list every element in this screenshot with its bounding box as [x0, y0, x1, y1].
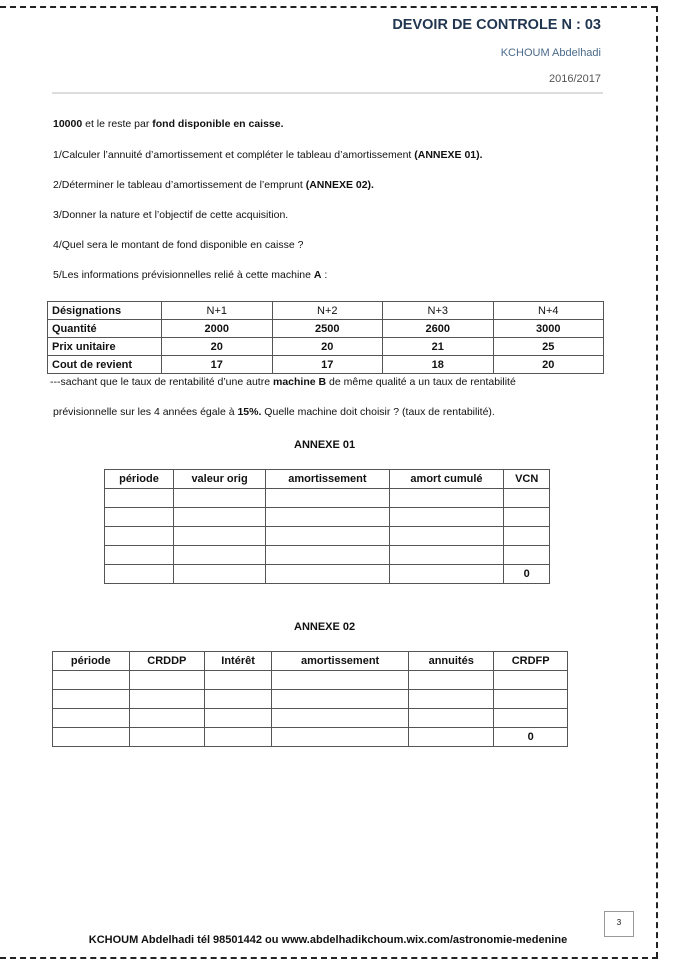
- table-row: [105, 565, 550, 584]
- dashed-border-top: [0, 6, 657, 8]
- text: 1/Calculer l’annuité d’amortissement et compléter le tableau d’amortissement: [53, 149, 415, 161]
- page-number: 3: [604, 911, 634, 937]
- note-line-1: [50, 376, 516, 388]
- table-cell: [266, 489, 389, 508]
- table-cell: 25: [493, 338, 604, 356]
- table-cell: [205, 709, 272, 728]
- table-row: [105, 527, 550, 546]
- table-cell: [173, 527, 265, 546]
- header-cell: VCN: [504, 470, 550, 489]
- table-cell: [272, 728, 409, 747]
- table-cell: [504, 546, 550, 565]
- school-year: 2016/2017: [549, 73, 601, 85]
- table-cell: [205, 671, 272, 690]
- footer-text: KCHOUM Abdelhadi tél 98501442 ou www.abdelhadikchoum.wix.com/astronomie-medenine: [88, 934, 568, 946]
- question-5: [53, 269, 327, 281]
- header-cell: Intérêt: [205, 652, 272, 671]
- table-cell: [409, 728, 494, 747]
- text: et le reste par: [82, 118, 153, 130]
- question-4: 4/Quel sera le montant de fond disponible en caisse ?: [53, 239, 304, 251]
- table-row: [105, 489, 550, 508]
- text-bold: 15%.: [237, 406, 262, 418]
- table-cell: [53, 709, 130, 728]
- table-cell: [494, 709, 568, 728]
- header-cell: amortissement: [266, 470, 389, 489]
- table-cell: Quantité: [48, 320, 162, 338]
- text: 2/Déterminer le tableau d’amortissement de l’emprunt: [53, 179, 306, 191]
- table-cell: 18: [383, 356, 494, 374]
- header-cell: amortissement: [272, 652, 409, 671]
- table-row: [105, 546, 550, 565]
- table-cell: [494, 671, 568, 690]
- table-cell: [504, 489, 550, 508]
- table-cell: [53, 690, 130, 709]
- table-cell: [272, 671, 409, 690]
- table-cell: 17: [272, 356, 383, 374]
- header-cell: N+4: [493, 302, 604, 320]
- header-cell: période: [105, 470, 174, 489]
- header-cell: annuités: [409, 652, 494, 671]
- table-cell: [272, 690, 409, 709]
- table-cell: [173, 489, 265, 508]
- table-cell: [53, 728, 130, 747]
- table-cell: 2600: [383, 320, 494, 338]
- author: KCHOUM Abdelhadi: [500, 47, 601, 59]
- header-cell: N+1: [162, 302, 273, 320]
- text-bold: (ANNEXE 01).: [414, 149, 483, 161]
- table-row: [105, 470, 550, 489]
- table-cell: 21: [383, 338, 494, 356]
- table-cell: Cout de revient: [48, 356, 162, 374]
- header-cell: CRDDP: [129, 652, 205, 671]
- table-cell: 17: [162, 356, 273, 374]
- table-cell: 2500: [272, 320, 383, 338]
- text: prévisionnelle sur les 4 années égale à: [53, 406, 238, 418]
- table-cell: [173, 565, 265, 584]
- table-cell: [105, 489, 174, 508]
- text: de même qualité a un taux de rentabilité: [326, 376, 516, 388]
- table-cell: [173, 508, 265, 527]
- table-cell: [129, 671, 205, 690]
- table-cell: [504, 508, 550, 527]
- table-row: [48, 320, 604, 338]
- table-cell: 0: [504, 565, 550, 584]
- table-cell: [389, 508, 504, 527]
- text: :: [321, 269, 328, 281]
- table-row: [53, 709, 568, 728]
- table-row: [53, 728, 568, 747]
- table-cell: [494, 690, 568, 709]
- table-cell: [173, 546, 265, 565]
- page-title: DEVOIR DE CONTROLE N : 03: [392, 17, 601, 33]
- table-row: [48, 302, 604, 320]
- header-divider: [52, 92, 603, 94]
- table-cell: [266, 565, 389, 584]
- question-1: [53, 149, 483, 161]
- table-cell: [105, 527, 174, 546]
- annexe-01-table: [104, 469, 550, 584]
- text-bold: A: [313, 269, 322, 281]
- table-cell: [389, 546, 504, 565]
- note-line-2: [53, 406, 495, 418]
- forecast-table: [47, 301, 604, 374]
- table-cell: [504, 527, 550, 546]
- table-row: [105, 508, 550, 527]
- table-cell: [129, 709, 205, 728]
- table-row: [53, 652, 568, 671]
- header-cell: N+2: [272, 302, 383, 320]
- table-cell: Prix unitaire: [48, 338, 162, 356]
- table-cell: [105, 508, 174, 527]
- table-cell: [105, 546, 174, 565]
- table-cell: [129, 728, 205, 747]
- table-cell: [389, 489, 504, 508]
- annexe-02-table: [52, 651, 568, 747]
- amount: 10000: [53, 118, 83, 130]
- header-cell: N+3: [383, 302, 494, 320]
- table-cell: 20: [272, 338, 383, 356]
- table-cell: [105, 565, 174, 584]
- table-cell: [389, 527, 504, 546]
- table-cell: 20: [162, 338, 273, 356]
- table-cell: [205, 728, 272, 747]
- table-cell: 3000: [493, 320, 604, 338]
- table-cell: [266, 508, 389, 527]
- annexe-02-title: ANNEXE 02: [294, 621, 356, 633]
- table-row: [48, 356, 604, 374]
- table-cell: 0: [494, 728, 568, 747]
- table-row: [48, 338, 604, 356]
- header-cell: CRDFP: [494, 652, 568, 671]
- header-cell: valeur orig: [173, 470, 265, 489]
- table-cell: [266, 546, 389, 565]
- text: Quelle machine doit choisir ? (taux de rentabilité).: [261, 406, 495, 418]
- text: 5/Les informations prévisionnelles relié à cette machine: [53, 269, 314, 281]
- table-row: [53, 690, 568, 709]
- question-3: 3/Donner la nature et l’objectif de cette acquisition.: [53, 209, 289, 221]
- table-cell: [409, 690, 494, 709]
- table-cell: [129, 690, 205, 709]
- text-bold: (ANNEXE 02).: [305, 179, 374, 191]
- header-cell: Désignations: [48, 302, 162, 320]
- table-cell: 2000: [162, 320, 273, 338]
- table-cell: [272, 709, 409, 728]
- question-2: [53, 179, 374, 191]
- table-cell: [409, 709, 494, 728]
- dashed-border-right: [656, 6, 658, 958]
- dashed-border-bottom: [0, 957, 658, 959]
- text-bold: fond disponible en caisse.: [152, 118, 284, 130]
- intro-line: [53, 118, 284, 130]
- text: ---sachant que le taux de rentabilité d’une autre: [50, 376, 273, 388]
- table-cell: [205, 690, 272, 709]
- table-cell: [409, 671, 494, 690]
- annexe-01-title: ANNEXE 01: [294, 439, 356, 451]
- header-cell: période: [53, 652, 130, 671]
- table-cell: [266, 527, 389, 546]
- table-cell: 20: [493, 356, 604, 374]
- table-row: [53, 671, 568, 690]
- header-cell: amort cumulé: [389, 470, 504, 489]
- text-bold: machine B: [272, 376, 327, 388]
- table-cell: [53, 671, 130, 690]
- table-cell: [389, 565, 504, 584]
